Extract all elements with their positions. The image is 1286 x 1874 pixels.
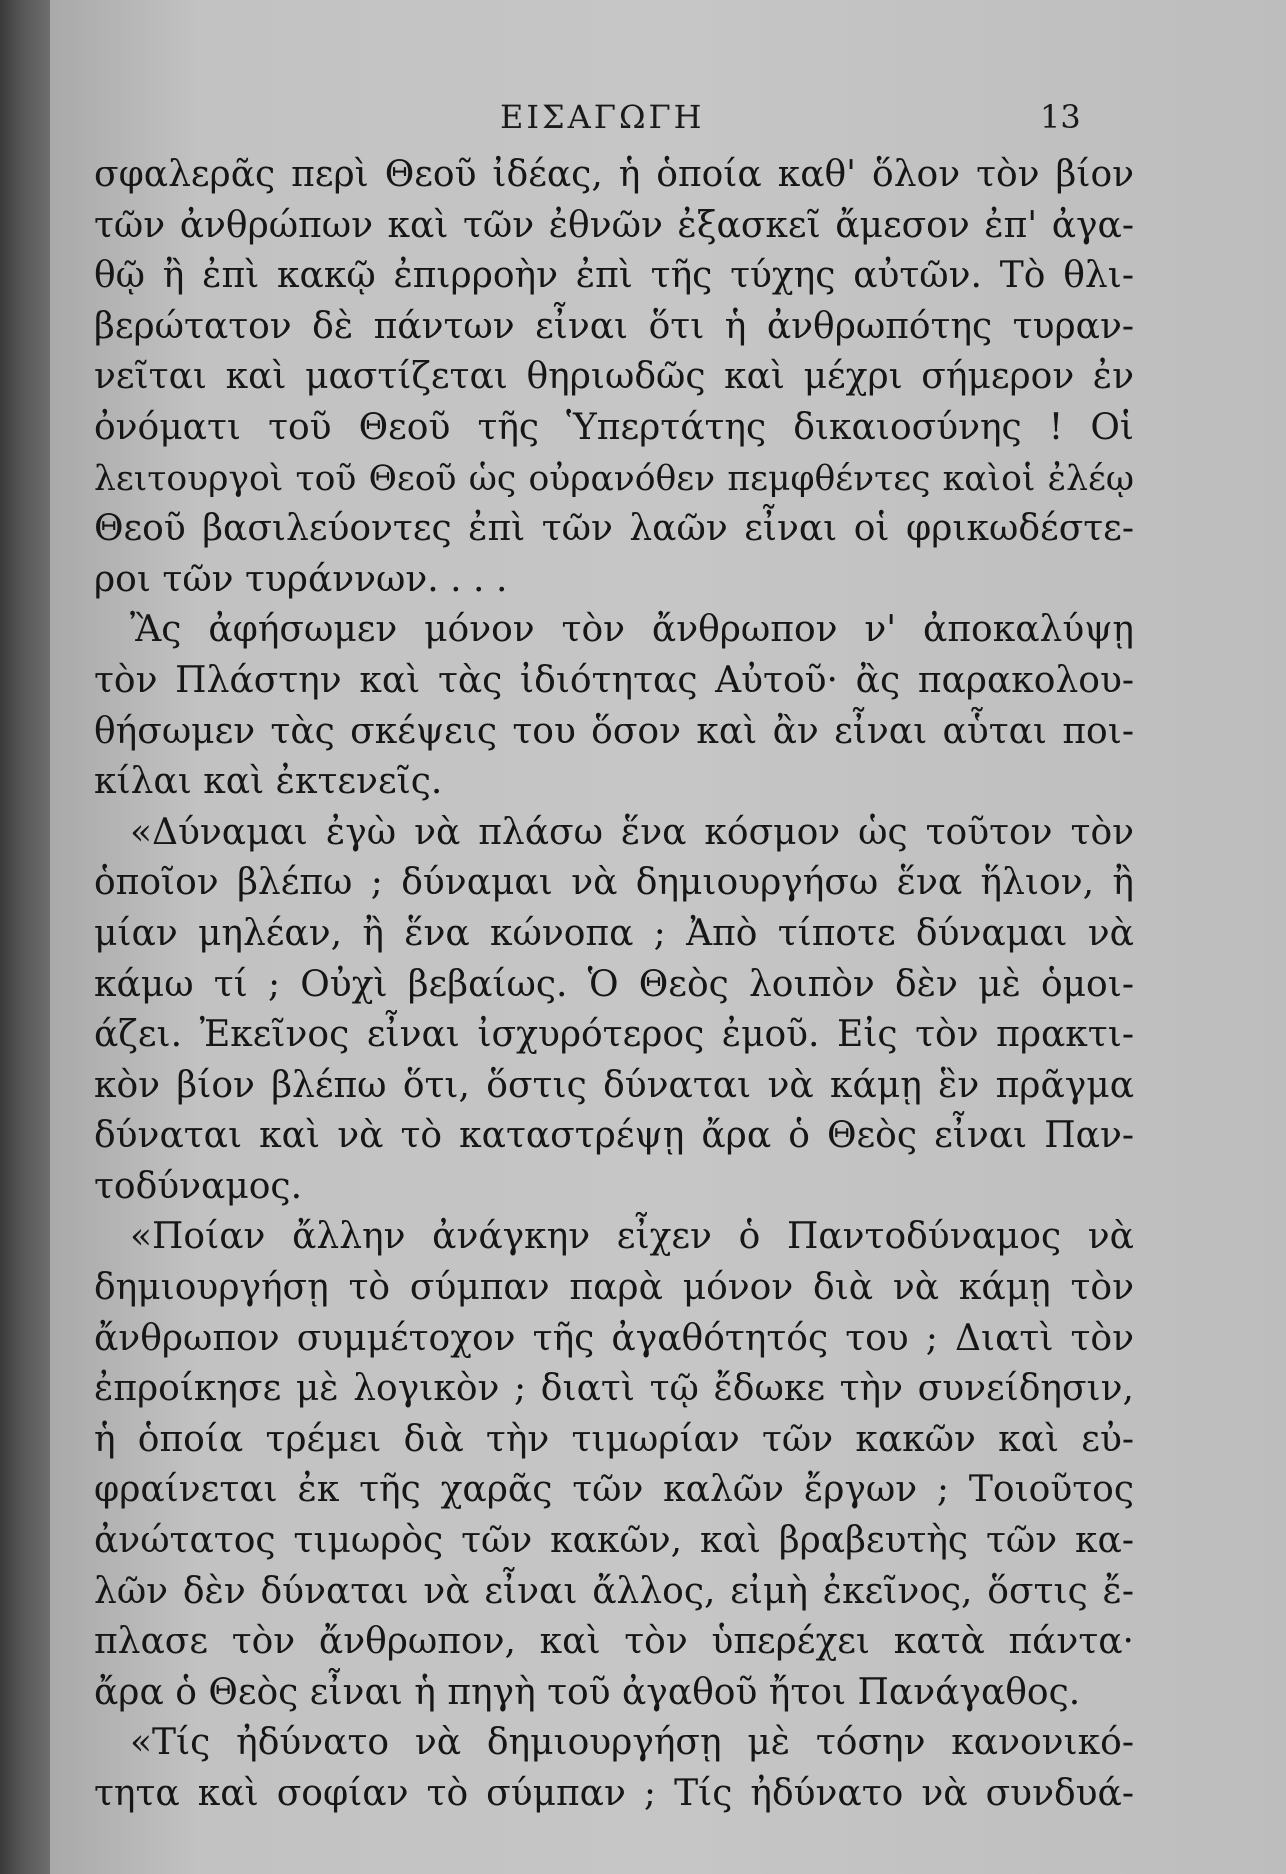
- text-line: κίλαι καὶ ἐκτενεῖς.: [94, 761, 443, 803]
- text-line: τὸν Πλάστην καὶ τὰς ἰδιότητας Αὐτοῦ· ἂς παρακολου-: [94, 659, 1134, 701]
- text-line: κὸν βίον βλέπω ὅτι, ὅστις δύναται νὰ κάμῃ ἓν πρᾶγμα: [94, 1064, 1134, 1106]
- text-line: μίαν μηλέαν, ἢ ἕνα κώνοπα ; Ἀπὸ τίποτε δύναμαι νὰ: [94, 912, 1134, 954]
- book-page: [50, 0, 1286, 1874]
- page-number: 13: [1040, 98, 1081, 136]
- text-line: κάμω τί ; Οὐχὶ βεβαίως. Ὁ Θεὸς λοιπὸν δὲν μὲ ὁμοι-: [94, 963, 1134, 1005]
- text-line: τοδύναμος.: [94, 1165, 303, 1207]
- text-line: «Δύναμαι ἐγὼ νὰ πλάσω ἕνα κόσμον ὡς τοῦτον τὸν: [130, 811, 1134, 853]
- text-line: βερώτατον δὲ πάντων εἶναι ὅτι ἡ ἀνθρωπότης τυραν-: [94, 305, 1134, 347]
- binding-shadow: [0, 0, 50, 1874]
- text-line: νεῖται καὶ μαστίζεται θηριωδῶς καὶ μέχρι σήμερον ἐν: [94, 356, 1134, 398]
- running-head: [50, 98, 1286, 148]
- text-line: σφαλερᾶς περὶ Θεοῦ ἰδέας, ἡ ὁποία καθ' ὅλον τὸν βίον: [94, 154, 1134, 195]
- text-line: ἐπροίκησε μὲ λογικὸν ; διατὶ τῷ ἔδωκε τὴν συνείδησιν,: [94, 1368, 1134, 1410]
- text-line: ροι τῶν τυράννων. . . .: [94, 558, 508, 600]
- text-line: «Ποίαν ἄλλην ἀνάγκην εἶχεν ὁ Παντοδύναμος νὰ: [130, 1216, 1134, 1258]
- text-line: «Τίς ἠδύνατο νὰ δημιουργήσῃ μὲ τόσην κανονικό-: [130, 1722, 1134, 1764]
- text-line: τῶν ἀνθρώπων καὶ τῶν ἐθνῶν ἐξασκεῖ ἄμεσον ἐπ' ἀγα-: [94, 204, 1134, 246]
- text-line: δημιουργήσῃ τὸ σύμπαν παρὰ μόνον διὰ νὰ κάμῃ τὸν: [94, 1267, 1134, 1309]
- text-line: τητα καὶ σοφίαν τὸ σύμπαν ; Τίς ἠδύνατο νὰ συνδυά-: [94, 1773, 1134, 1814]
- text-line: θήσωμεν τὰς σκέψεις του ὅσον καὶ ἂν εἶναι αὗται ποι-: [94, 710, 1134, 752]
- body-text: [94, 150, 1134, 1820]
- text-line: ὁποῖον βλέπω ; δύναμαι νὰ δημιουργήσω ἕνα ἥλιον, ἢ: [94, 862, 1134, 904]
- text-line: θῷ ἢ ἐπὶ κακῷ ἐπιρροὴν ἐπὶ τῆς τύχης αὐτῶν. Τὸ θλι-: [94, 255, 1134, 297]
- text-line: λειτουργοὶ τοῦ Θεοῦ ὡς οὐρανόθεν πεμφθέντες καὶοἱ ἐλέῳ: [94, 458, 1134, 499]
- text-line: άζει. Ἐκεῖνος εἶναι ἰσχυρότερος ἐμοῦ. Εἰς τὸν πρακτι-: [94, 1014, 1134, 1056]
- text-line: Ἂς ἀφήσωμεν μόνον τὸν ἄνθρωπον ν' ἀποκαλύψῃ: [130, 609, 1134, 651]
- text-line: ἀνώτατος τιμωρὸς τῶν κακῶν, καὶ βραβευτὴς τῶν κα-: [94, 1520, 1134, 1562]
- text-line: ἡ ὁποία τρέμει διὰ τὴν τιμωρίαν τῶν κακῶν καὶ εὐ-: [94, 1418, 1134, 1460]
- text-line: φραίνεται ἐκ τῆς χαρᾶς τῶν καλῶν ἔργων ; Τοιοῦτος: [94, 1469, 1134, 1511]
- text-line: δύναται καὶ νὰ τὸ καταστρέψῃ ἄρα ὁ Θεὸς εἶναι Παν-: [94, 1115, 1134, 1157]
- running-head-title: ΕΙΣΑΓΩΓΗ: [500, 98, 705, 136]
- text-line: Θεοῦ βασιλεύοντες ἐπὶ τῶν λαῶν εἶναι οἱ φρικωδέστε-: [94, 508, 1134, 550]
- text-line: ὀνόματι τοῦ Θεοῦ τῆς Ὑπερτάτης δικαιοσύνης ! Οἱ: [94, 406, 1134, 448]
- text-line: λῶν δὲν δύναται νὰ εἶναι ἄλλος, εἰμὴ ἐκεῖνος, ὅστις ἔ-: [94, 1570, 1134, 1612]
- text-line: ἄρα ὁ Θεὸς εἶναι ἡ πηγὴ τοῦ ἀγαθοῦ ἤτοι Πανάγαθος.: [94, 1671, 1081, 1713]
- text-line: πλασε τὸν ἄνθρωπον, καὶ τὸν ὑπερέχει κατὰ πάντα·: [94, 1621, 1134, 1663]
- text-line: ἄνθρωπον συμμέτοχον τῆς ἀγαθότητός του ; Διατὶ τὸν: [94, 1317, 1134, 1359]
